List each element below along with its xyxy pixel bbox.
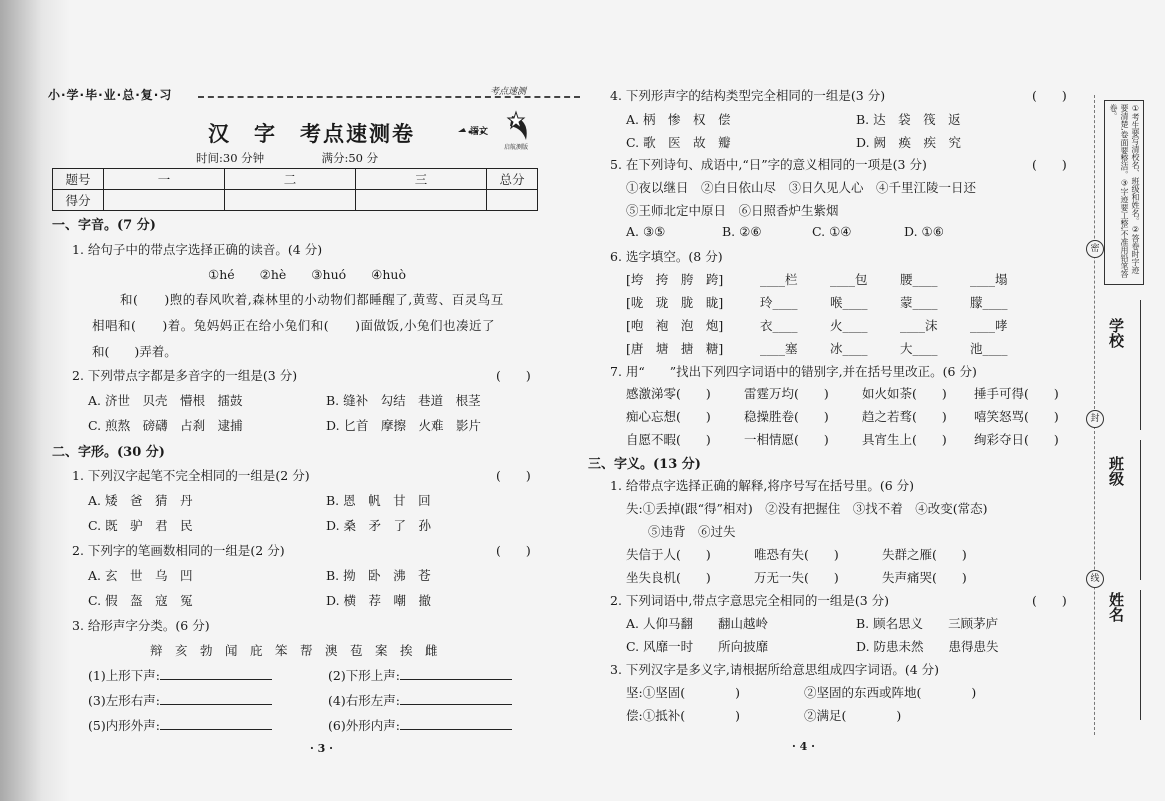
word-item[interactable]: 失信于人( ) xyxy=(626,547,711,562)
answer-paren[interactable]: ( ) xyxy=(1032,593,1067,608)
answer-blank[interactable] xyxy=(400,729,512,730)
score-table xyxy=(52,168,538,211)
classify-row xyxy=(328,691,512,709)
question-text: 3. 给形声字分类。(6 分) xyxy=(72,618,210,633)
char-group: [垮 挎 胯 跨] xyxy=(626,272,724,287)
answer-paren[interactable]: ( ) xyxy=(1032,88,1067,103)
idiom-item[interactable]: 捶手可得( ) xyxy=(974,386,1059,401)
poem-line: ①夜以继日 ②白日依山尽 ③日久见人心 ④千里江陵一日还 xyxy=(626,180,977,195)
classify-row xyxy=(88,716,272,734)
idiom-item[interactable]: 具宵生上( ) xyxy=(862,432,947,447)
classify-label: (2)下形上声: xyxy=(328,668,400,683)
option-c[interactable]: C. 风靡一时 所向披靡 xyxy=(626,639,769,654)
question-text: 3. 下列汉字是多义字,请根据所给意思组成四字词语。(4 分) xyxy=(610,662,940,677)
char-group: [咆 袍 泡 炮] xyxy=(626,318,724,333)
section-heading: 一、字音。(7 分) xyxy=(52,218,156,233)
option-d[interactable]: D. 阙 痪 疾 究 xyxy=(856,135,962,150)
word-item[interactable]: 万无一失( ) xyxy=(754,570,839,585)
option-d[interactable]: D. 防患未然 患得患失 xyxy=(856,639,999,654)
fill-row xyxy=(626,270,1040,288)
section-heading: 三、字义。(13 分) xyxy=(588,457,701,472)
option-d[interactable]: D. ①⑥ xyxy=(904,224,944,239)
option-b[interactable]: B. 缝补 勾结 巷道 根茎 xyxy=(326,393,481,408)
option-a[interactable]: A. ③⑤ xyxy=(626,224,666,239)
option-a[interactable]: A. 人仰马翻 翻山越岭 xyxy=(626,616,768,631)
fill-item[interactable]: 朦____ xyxy=(970,295,1008,310)
answer-blank[interactable] xyxy=(160,704,272,705)
option-d[interactable]: D. 横 荐 嘲 撤 xyxy=(326,593,432,608)
meaning-item[interactable]: 偿:①抵补( ) xyxy=(626,708,740,723)
option-c[interactable]: C. 歌 医 故 瓣 xyxy=(626,135,731,150)
option-c[interactable]: C. ①④ xyxy=(812,224,852,239)
option-a[interactable]: A. 玄 世 乌 凹 xyxy=(88,568,193,583)
option-d[interactable]: D. 匕首 摩擦 火难 影片 xyxy=(326,418,482,433)
series-title: 小·学·毕·业·总·复·习 xyxy=(48,88,173,102)
exam-time: 时间:30 分钟 xyxy=(196,151,265,165)
page-title: 汉 字 考点速测卷 xyxy=(208,121,415,146)
poem-line: ⑤王师北定中原日 ⑥日照香炉生紫烟 xyxy=(626,203,839,218)
question-text: 6. 选字填空。(8 分) xyxy=(610,249,723,264)
answer-blank[interactable] xyxy=(160,729,272,730)
score-cell[interactable] xyxy=(487,190,538,211)
classify-label: (1)上形下声: xyxy=(88,668,160,683)
meaning-item[interactable]: 坚:①坚固( ) xyxy=(626,685,740,700)
word-row xyxy=(626,545,967,563)
fill-item[interactable]: 喉____ xyxy=(830,295,868,310)
answer-blank[interactable] xyxy=(400,679,512,680)
table-cell: 题号 xyxy=(53,169,104,190)
question-text: 5. 在下列诗句、成语中,“日”字的意义相同的一项是(3 分) xyxy=(610,157,927,172)
question-text: 1. 给句子中的带点字选择正确的读音。(4 分) xyxy=(72,242,323,257)
fill-item[interactable]: 池____ xyxy=(970,341,1008,356)
option-b[interactable]: B. 恩 帆 甘 回 xyxy=(326,493,431,508)
fill-row xyxy=(626,293,1040,311)
option-b[interactable]: B. 拗 卧 沸 苍 xyxy=(326,568,431,583)
option-c[interactable]: C. 既 驴 君 民 xyxy=(88,518,193,533)
option-d[interactable]: D. 桑 矛 了 孙 xyxy=(326,518,432,533)
idiom-item[interactable]: 感激涕零( ) xyxy=(626,386,711,401)
fill-row xyxy=(626,339,1040,357)
fill-item[interactable]: 衣____ xyxy=(760,318,798,333)
classify-row xyxy=(328,666,512,684)
fill-item[interactable]: 冰____ xyxy=(830,341,868,356)
fill-row xyxy=(626,316,1040,334)
left-page xyxy=(48,0,548,801)
classify-label: (6)外形内声: xyxy=(328,718,400,733)
character-list: 辩 亥 勃 闻 庇 笨 帮 澳 苞 案 挨 雌 xyxy=(150,643,438,658)
score-cell[interactable] xyxy=(104,190,225,211)
char-group: [唐 塘 搪 糖] xyxy=(626,341,724,356)
idiom-item[interactable]: 雷霆万均( ) xyxy=(744,386,829,401)
answer-paren[interactable]: ( ) xyxy=(1032,157,1067,172)
option-a[interactable]: A. 矮 爸 猜 丹 xyxy=(88,493,193,508)
table-row xyxy=(53,169,538,190)
fill-item[interactable]: 蒙____ xyxy=(900,295,938,310)
classify-label: (3)左形右声: xyxy=(88,693,160,708)
option-b[interactable]: B. ②⑥ xyxy=(722,224,762,239)
page-number: · 4 · xyxy=(792,740,815,753)
idiom-item[interactable]: 绚彩夺日( ) xyxy=(974,432,1059,447)
class-field[interactable] xyxy=(1140,440,1141,580)
option-a[interactable]: A. 柄 惨 权 偿 xyxy=(626,112,731,127)
question-text: 2. 下列字的笔画数相同的一组是(2 分) xyxy=(72,543,285,558)
score-cell[interactable] xyxy=(356,190,487,211)
option-c[interactable]: C. 煎熬 磅礴 占刹 逮捕 xyxy=(88,418,243,433)
table-row xyxy=(53,190,538,211)
question-text: 2. 下列带点字都是多音字的一组是(3 分) xyxy=(72,368,298,383)
idiom-item[interactable]: 痴心忘想( ) xyxy=(626,409,711,424)
classify-row xyxy=(88,666,272,684)
answer-blank[interactable] xyxy=(160,679,272,680)
table-cell: 得分 xyxy=(53,190,104,211)
school-field[interactable] xyxy=(1140,300,1141,430)
answer-blank[interactable] xyxy=(400,704,512,705)
class-label: 班级 xyxy=(1107,456,1125,486)
answer-paren[interactable]: ( ) xyxy=(496,368,531,383)
passage-line: 和( )弄着。 xyxy=(92,344,177,359)
answer-paren[interactable]: ( ) xyxy=(496,468,531,483)
section-heading: 二、字形。(30 分) xyxy=(52,445,165,460)
idiom-row xyxy=(626,407,1059,425)
word-item[interactable]: 失群之雁( ) xyxy=(882,547,967,562)
fill-item[interactable]: ____塞 xyxy=(760,341,798,356)
passage-line: 和( )煦的春风吹着,森林里的小动物们都睡醒了,黄莺、百灵鸟互 xyxy=(120,292,504,307)
school-label: 学校 xyxy=(1107,318,1125,348)
meaning-item[interactable]: ②满足( ) xyxy=(804,708,902,723)
table-cell: 一 xyxy=(104,169,225,190)
right-page xyxy=(586,0,1106,801)
question-text: 1. 下列汉字起笔不完全相同的一组是(2 分) xyxy=(72,468,310,483)
word-item[interactable]: 失声痛哭( ) xyxy=(882,570,967,585)
name-label: 姓名 xyxy=(1107,592,1125,622)
page-number: · 3 · xyxy=(310,742,333,755)
table-cell: 二 xyxy=(225,169,356,190)
seal-mark: 封 xyxy=(1086,410,1104,428)
definition-line: 失:①丢掉(跟“得”相对) ②没有把握住 ③找不着 ④改变(常态) xyxy=(626,501,988,516)
logo-text: 语文 xyxy=(470,127,489,137)
fill-item[interactable]: ____哮 xyxy=(970,318,1008,333)
table-cell: 总分 xyxy=(487,169,538,190)
idiom-item[interactable]: 一相情愿( ) xyxy=(744,432,829,447)
char-group: [咙 珑 胧 眬] xyxy=(626,295,724,310)
idiom-item[interactable]: 嘻笑怒骂( ) xyxy=(974,409,1059,424)
table-cell: 三 xyxy=(356,169,487,190)
idiom-item[interactable]: 自愿不暇( ) xyxy=(626,432,711,447)
header-right-label: 考点速测 xyxy=(490,87,527,97)
option-b[interactable]: B. 达 袋 筏 返 xyxy=(856,112,961,127)
fill-item[interactable]: ____沫 xyxy=(900,318,938,333)
word-row xyxy=(626,568,967,586)
option-a[interactable]: A. 济世 贝壳 懵根 擂鼓 xyxy=(88,393,243,408)
exam-notice-box xyxy=(1104,100,1144,285)
score-cell[interactable] xyxy=(225,190,356,211)
word-item[interactable]: 唯恐有失( ) xyxy=(754,547,839,562)
idiom-item[interactable]: 趋之若骛( ) xyxy=(862,409,947,424)
classify-label: (4)右形左声: xyxy=(328,693,400,708)
question-text: 4. 下列形声字的结构类型完全相同的一组是(3 分) xyxy=(610,88,886,103)
classify-row xyxy=(88,691,272,709)
word-item[interactable]: 坐失良机( ) xyxy=(626,570,711,585)
meaning-item[interactable]: ②坚固的东西或阵地( ) xyxy=(804,685,977,700)
classify-label: (5)内形外声: xyxy=(88,718,160,733)
options-text: ①hé ②hè ③huó ④huò xyxy=(208,267,406,282)
exam-full-score: 满分:50 分 xyxy=(321,151,379,165)
option-b[interactable]: B. 顾名思义 三顾茅庐 xyxy=(856,616,999,631)
option-c[interactable]: C. 假 盔 寇 冤 xyxy=(88,593,193,608)
seal-mark: 密 xyxy=(1086,240,1104,258)
idiom-row xyxy=(626,384,1059,402)
fill-item[interactable]: 火____ xyxy=(830,318,868,333)
logo-subtext: 启航测版 xyxy=(504,144,529,151)
classify-row xyxy=(328,716,512,734)
idiom-item[interactable]: 如火如荼( ) xyxy=(862,386,947,401)
fill-item[interactable]: 玲____ xyxy=(760,295,798,310)
idiom-item[interactable]: 稳操胜卷( ) xyxy=(744,409,829,424)
subtitle xyxy=(196,150,378,166)
fill-item[interactable]: 腰____ xyxy=(900,272,938,287)
idiom-row xyxy=(626,430,1059,448)
fill-item[interactable]: ____塌 xyxy=(970,272,1008,287)
fill-item[interactable]: ____包 xyxy=(830,272,868,287)
seal-mark: 线 xyxy=(1086,570,1104,588)
passage-line: 相唱和( )着。兔妈妈正在给小兔们和( )面做饭,小兔们也凑近了 xyxy=(92,318,495,333)
answer-paren[interactable]: ( ) xyxy=(496,543,531,558)
fill-item[interactable]: 大____ xyxy=(900,341,938,356)
question-text: 7. 用“ ”找出下列四字词语中的错别字,并在括号里改正。(6 分) xyxy=(610,364,977,379)
question-text: 1. 给带点字选择正确的解释,将序号写在括号里。(6 分) xyxy=(610,478,915,493)
fill-item[interactable]: ____栏 xyxy=(760,272,798,287)
question-text: 2. 下列词语中,带点字意思完全相同的一组是(3 分) xyxy=(610,593,890,608)
definition-line: ⑤违背 ⑥过失 xyxy=(648,524,736,539)
exam-notice-text: ①考生要写清校名、班级和姓名。②答卷时字迹要清楚,卷面要整洁。③字迹要工整,不准用铅笔答卷。 xyxy=(1109,104,1140,279)
name-field[interactable] xyxy=(1140,590,1141,720)
